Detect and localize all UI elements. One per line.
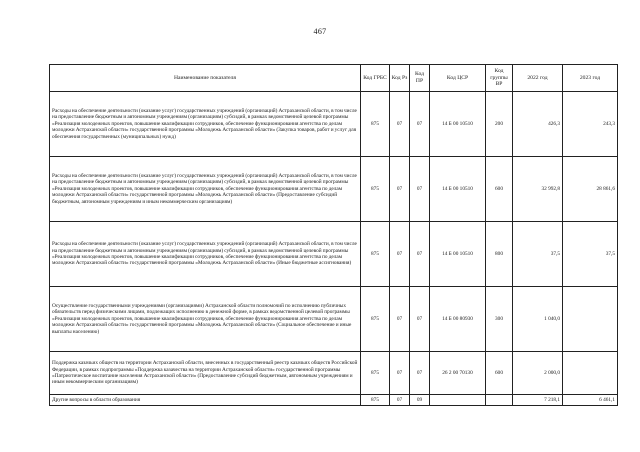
header-2023: 2023 год (563, 65, 618, 92)
row-rz: 07 (390, 287, 410, 352)
table-row (50, 222, 618, 287)
row-name: Расходы на обеспечение деятельности (оказание услуг) государственных учреждений (организаций) Астраханской области, в том числе на предоставление бюджетным и автономным учреждениям (организациям) субсидий, в рамках ведомственной целевой программы «Реализация молодежных проектов, повышение квалификации сотрудников, обеспечение функционирования агентства по делам молодежи Астраханской области» государственной программы «Молодежь Астраханской области» (Иные бюджетные ассигнования) (50, 222, 361, 287)
row-rz: 07 (390, 352, 410, 395)
row-name: Поддержка казачьих обществ на территории Астраханской области, внесенных в государственный реестр казачьих обществ Российской Федерации, в рамках подпрограммы «Поддержка казачества на территории Астраханской области» государственной программы «Патриотическое воспитание населения Астраханской области» (Предоставление субсидий бюджетным, автономным учреждениям и иным некоммерческим организациям) (50, 352, 361, 395)
row-csr: 14 Б 00 80930 (430, 287, 486, 352)
header-pr: Код ПР (410, 65, 430, 92)
row-csr: 14 Б 00 10510 (430, 222, 486, 287)
row-vr: 200 (486, 92, 513, 157)
table-row (50, 157, 618, 222)
row-vr (486, 395, 513, 406)
row-vr: 600 (486, 352, 513, 395)
row-name: Расходы на обеспечение деятельности (оказание услуг) государственных учреждений (организаций) Астраханской области, в том числе на предоставление бюджетным и автономным учреждениям (организациям) субсидий, в рамках ведомственной целевой программы «Реализация молодежных проектов, повышение квалификации сотрудников, обеспечение функционирования агентства по делам молодежи Астраханской области» государственной программы «Молодежь Астраханской области» (Предоставление субсидий бюджетным, автономным учреждениям и иным некоммерческим организациям) (50, 157, 361, 222)
row-csr: 26 2 00 70130 (430, 352, 486, 395)
row-grbs: 875 (361, 92, 390, 157)
table-row (50, 395, 618, 406)
row-grbs: 875 (361, 287, 390, 352)
budget-table (49, 64, 618, 406)
table-header-row (50, 65, 618, 92)
row-grbs: 875 (361, 222, 390, 287)
row-2022: 426,3 (513, 92, 563, 157)
row-rz: 07 (390, 395, 410, 406)
table-row (50, 92, 618, 157)
row-rz: 07 (390, 157, 410, 222)
row-2022: 37,5 (513, 222, 563, 287)
row-rz: 07 (390, 222, 410, 287)
row-2022: 32 992,8 (513, 157, 563, 222)
header-grbs: Код ГРБС (361, 65, 390, 92)
row-grbs: 875 (361, 352, 390, 395)
row-pr: 07 (410, 157, 430, 222)
row-csr (430, 395, 486, 406)
table-row (50, 352, 618, 395)
header-vr: Код группы ВР (486, 65, 513, 92)
row-2022: 1 040,0 (513, 287, 563, 352)
row-2023: 37,5 (563, 222, 618, 287)
header-2022: 2022 год (513, 65, 563, 92)
row-2023 (563, 287, 618, 352)
row-vr: 600 (486, 157, 513, 222)
row-rz: 07 (390, 92, 410, 157)
row-2023: 243,3 (563, 92, 618, 157)
row-pr: 07 (410, 92, 430, 157)
page-number: 467 (313, 27, 327, 36)
header-rz: Код Рз (390, 65, 410, 92)
row-2022: 7 218,1 (513, 395, 563, 406)
table-row (50, 287, 618, 352)
row-2022: 2 000,0 (513, 352, 563, 395)
row-pr: 09 (410, 395, 430, 406)
row-2023: 6 461,1 (563, 395, 618, 406)
row-grbs: 875 (361, 157, 390, 222)
row-pr: 07 (410, 287, 430, 352)
row-csr: 14 Б 00 10510 (430, 92, 486, 157)
header-csr: Код ЦСР (430, 65, 486, 92)
row-2023 (563, 352, 618, 395)
row-name: Расходы на обеспечение деятельности (оказание услуг) государственных учреждений (организаций) Астраханской области, в том числе на предоставление бюджетным и автономным учреждениям (организациям) субсидий, в рамках ведомственной целевой программы «Реализация молодежных проектов, повышение квалификации сотрудников, обеспечение функционирования агентства по делам молодежи Астраханской области» государственной программы «Молодежь Астраханской области» (Закупка товаров, работ и услуг для обеспечения государственных (муниципальных) нужд) (50, 92, 361, 157)
row-csr: 14 Б 00 10510 (430, 157, 486, 222)
row-grbs: 875 (361, 395, 390, 406)
row-pr: 07 (410, 352, 430, 395)
row-vr: 300 (486, 287, 513, 352)
row-name: Другие вопросы в области образования (50, 395, 361, 406)
row-name: Осуществление государственными учреждениями (организациями) Астраханской области полномочий по исполнению публичных обязательств перед физическими лицами, подлежащих исполнению в денежной форме, в рамках ведомственной целевой программы «Реализация молодежных проектов, повышение квалификации сотрудников, обеспечение функционирования агентства по делам молодежи Астраханской области» государственной программы «Молодежь Астраханской области» (Социальное обеспечение и иные выплаты населению) (50, 287, 361, 352)
header-name: Наименование показателя (50, 65, 361, 92)
row-pr: 07 (410, 222, 430, 287)
row-vr: 800 (486, 222, 513, 287)
row-2023: 28 861,6 (563, 157, 618, 222)
